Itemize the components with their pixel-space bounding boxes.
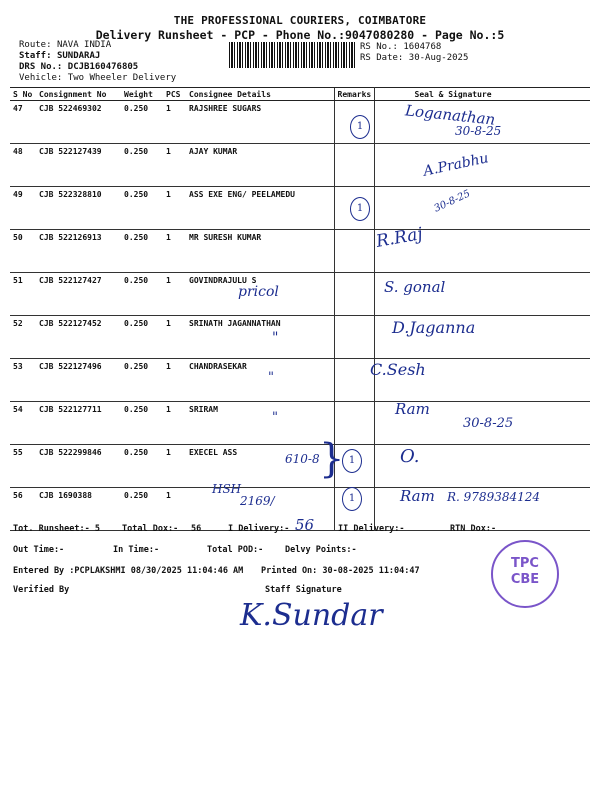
cell-consignee: EXECEL ASS [186, 445, 334, 488]
cell-remarks [334, 144, 374, 187]
cell-consignee: SRIRAM [186, 402, 334, 445]
cell-consignment: CJB 522127711 [36, 402, 121, 445]
cell-weight: 0.250 [121, 230, 163, 273]
signature-48: A.Prabhu [422, 150, 490, 180]
rs-no-line: RS No.: 1604768 [360, 42, 442, 52]
vehicle-value: Two Wheeler Delivery [67, 73, 177, 83]
cell-signature [374, 187, 590, 230]
signature-55: O. [400, 446, 420, 467]
cell-weight: 0.250 [121, 187, 163, 230]
table-row [10, 230, 590, 273]
cell-pcs: 1 [163, 445, 186, 488]
tot-runsheet: Tot. Runsheet:- 5 [13, 524, 100, 534]
route-line: Route: NAVA INDIA [19, 40, 112, 50]
note-53: " [268, 370, 274, 385]
cell-weight: 0.250 [121, 144, 163, 187]
cell-remarks [334, 359, 374, 402]
drs-value: DCJB160476805 [67, 62, 139, 72]
rs-date-value: 30-Aug-2025 [408, 53, 469, 63]
note-55: 610-8 [285, 452, 320, 466]
drs-line: DRS No.: DCJB160476805 [19, 62, 139, 72]
cell-sno: 48 [10, 144, 36, 187]
table-row [10, 316, 590, 359]
cell-consignment: CJB 1690388 [36, 488, 121, 531]
total-dox-value: 56 [191, 524, 202, 534]
col-weight: Weight [121, 88, 163, 101]
signature-56: Ram [400, 487, 435, 505]
cell-consignment: CJB 522127439 [36, 144, 121, 187]
total-pod-label: Total POD:- [207, 545, 264, 555]
remark-circle-56: 1 [342, 487, 362, 511]
col-sno: S No [10, 88, 36, 101]
staff-line: Staff: SUNDARAJ [19, 51, 101, 61]
total-dox-label: Total Dox:- [122, 524, 179, 534]
in-time-label: In Time:- [113, 545, 160, 555]
note-54: " [272, 410, 278, 425]
remark-circle-47: 1 [350, 115, 370, 139]
cell-consignment: CJB 522469302 [36, 101, 121, 144]
out-time-label: Out Time:- [13, 545, 65, 555]
col-consignment: Consignment No [36, 88, 121, 101]
cell-sno: 47 [10, 101, 36, 144]
cell-consignment: CJB 522127496 [36, 359, 121, 402]
cell-pcs: 1 [163, 402, 186, 445]
i-delivery-label: I Delivery:- [228, 524, 290, 534]
cell-consignment: CJB 522127427 [36, 273, 121, 316]
signature-53: C.Sesh [370, 360, 426, 379]
cell-consignee: RAJSHREE SUGARS [186, 101, 334, 144]
cell-weight: 0.250 [121, 488, 163, 531]
staff-signature-label: Staff Signature [265, 585, 342, 595]
rs-date-line: RS Date: 30-Aug-2025 [360, 53, 469, 63]
cell-pcs: 1 [163, 101, 186, 144]
cell-consignee: GOVINDRAJULU S [186, 273, 334, 316]
rs-no-value: 1604768 [403, 42, 442, 52]
entered-by: Entered By :PCPLAKSHMI 08/30/2025 11:04:46 AM [13, 566, 244, 576]
verified-by-label: Verified By [13, 585, 70, 595]
cell-consignee: CHANDRASEKAR [186, 359, 334, 402]
cell-consignee: MR SURESH KUMAR [186, 230, 334, 273]
cell-remarks [334, 230, 374, 273]
ii-delivery-label: II Delivery:- [338, 524, 405, 534]
cell-pcs: 1 [163, 488, 186, 531]
cell-weight: 0.250 [121, 402, 163, 445]
cell-consignment: CJB 522299846 [36, 445, 121, 488]
cell-pcs: 1 [163, 273, 186, 316]
signature-50: R.Raj [374, 224, 425, 252]
note-51: pricol [238, 284, 279, 300]
note-56b: 2169/ [240, 494, 275, 508]
cell-consignment: CJB 522127452 [36, 316, 121, 359]
cell-consignee: SRINATH JAGANNATHAN [186, 316, 334, 359]
col-consignee: Consignee Details [186, 88, 334, 101]
cell-sno: 55 [10, 445, 36, 488]
cell-sno: 52 [10, 316, 36, 359]
col-remarks: Remarks [334, 88, 374, 101]
col-pcs: PCS [163, 88, 186, 101]
i-delivery-value: 56 [295, 516, 315, 534]
signature-47: Loganathan [404, 101, 497, 129]
cell-remarks [334, 316, 374, 359]
cell-consignee: AJAY KUMAR [186, 144, 334, 187]
cell-sno: 54 [10, 402, 36, 445]
remark-circle-55: 1 [342, 449, 362, 473]
table-header [10, 88, 590, 101]
cell-consignment: CJB 522126913 [36, 230, 121, 273]
barcode [229, 42, 355, 68]
table-row [10, 144, 590, 187]
cell-weight: 0.250 [121, 101, 163, 144]
company-title: THE PROFESSIONAL COURIERS, COIMBATORE [173, 14, 427, 27]
staff-signature: K.Sundar [240, 598, 383, 633]
date-49: 30-8-25 [432, 188, 473, 215]
signature-52: D.Jaganna [392, 318, 476, 337]
cell-sno: 56 [10, 488, 36, 531]
company-seal-stamp: TPC CBE [491, 540, 559, 608]
table-row [10, 101, 590, 144]
table-row [10, 359, 590, 402]
date-54: 30-8-25 [463, 416, 514, 431]
phone-56: R. 9789384124 [447, 490, 541, 504]
delvy-points-label: Delvy Points:- [285, 545, 357, 555]
cell-pcs: 1 [163, 144, 186, 187]
signature-54: Ram [395, 400, 430, 418]
cell-weight: 0.250 [121, 359, 163, 402]
date-47: 30-8-25 [455, 124, 502, 138]
cell-sno: 51 [10, 273, 36, 316]
cell-sno: 50 [10, 230, 36, 273]
vehicle-line: Vehicle: Two Wheeler Delivery [19, 73, 177, 83]
cell-sno: 49 [10, 187, 36, 230]
cell-sno: 53 [10, 359, 36, 402]
cell-weight: 0.250 [121, 273, 163, 316]
route-value: NAVA INDIA [56, 40, 112, 50]
signature-51: S. gonal [384, 278, 446, 296]
cell-consignee: ASS EXE ENG/ PEELAMEDU [186, 187, 334, 230]
remark-circle-49: 1 [350, 197, 370, 221]
cell-consignment: CJB 522328810 [36, 187, 121, 230]
table-row [10, 187, 590, 230]
cell-pcs: 1 [163, 187, 186, 230]
cell-remarks [334, 273, 374, 316]
col-seal-signature: Seal & Signature [374, 88, 590, 101]
cell-pcs: 1 [163, 316, 186, 359]
note-52: " [272, 330, 279, 346]
cell-weight: 0.250 [121, 445, 163, 488]
cell-pcs: 1 [163, 359, 186, 402]
sheet-title: Delivery Runsheet - PCP - Phone No.:9047080280 - Page No.:5 [95, 28, 505, 42]
cell-pcs: 1 [163, 230, 186, 273]
rtn-dox-label: RTN Dox:- [450, 524, 497, 534]
staff-value: SUNDARAJ [56, 51, 101, 61]
printed-on: Printed On: 30-08-2025 11:04:47 [261, 566, 420, 576]
note-56a: HSH [212, 482, 242, 496]
cell-weight: 0.250 [121, 316, 163, 359]
table-row [10, 445, 590, 488]
table-row [10, 273, 590, 316]
brace-mark: } [319, 436, 345, 482]
